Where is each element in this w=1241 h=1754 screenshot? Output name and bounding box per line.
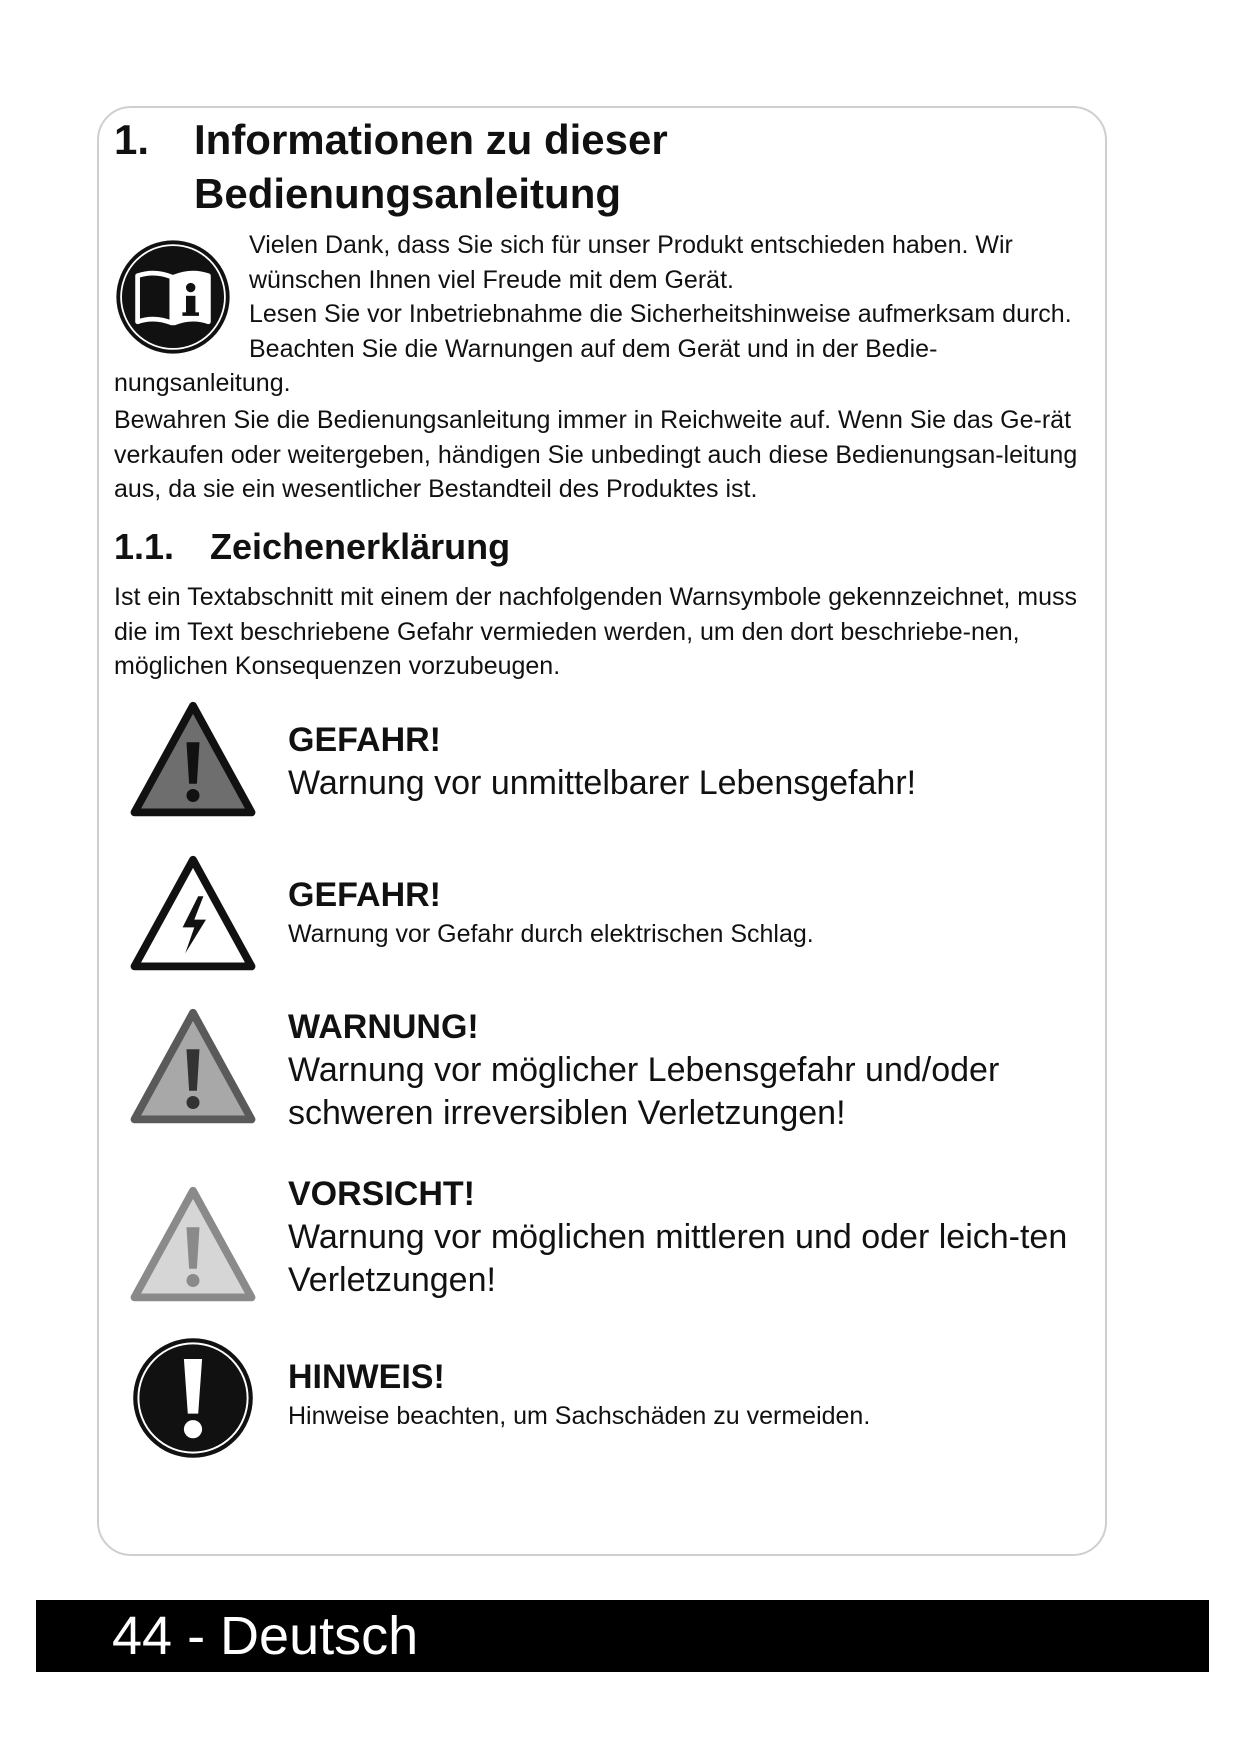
legend-entry-title: GEFAHR! <box>288 876 441 914</box>
legend-intro: Ist ein Textabschnitt mit einem der nachfolgenden Warnsymbole gekennzeichnet, muss die im Text beschriebene Gefahr vermieden werden, um den dort beschriebe-nen, möglichen Konsequenzen vorzubeugen. <box>114 583 1078 680</box>
footer-bar <box>36 1600 1209 1672</box>
page-number-label: 44 - Deutsch <box>112 1606 419 1666</box>
section-title-line1: Informationen zu dieser <box>194 116 668 163</box>
danger-triangle-icon <box>128 698 258 828</box>
intro-paragraph-1: Vielen Dank, dass Sie sich für unser Produkt entschieden haben. Wir wünschen Ihnen viel Freude mit dem Gerät. <box>249 231 1013 294</box>
intro-paragraph-2-start: Lesen Sie vor Inbetriebnahme die Sicherheitshinweise aufmerksam durch. Beachten Sie die Warnungen auf dem Gerät und in der Bedie- <box>249 300 1072 363</box>
legend-entry-description: Warnung vor Gefahr durch elektrischen Schlag. <box>288 920 814 948</box>
subsection-number: 1.1. <box>114 526 175 567</box>
legend-entry-description: Hinweise beachten, um Sachschäden zu vermeiden. <box>288 1402 871 1430</box>
warning-triangle-icon <box>128 1005 258 1135</box>
legend-entry-electric <box>288 873 1088 951</box>
legend-entry-title: GEFAHR! <box>288 721 441 759</box>
notice-circle-icon <box>128 1333 258 1463</box>
subsection-title: Zeichenerklärung <box>210 526 511 567</box>
legend-entry-description: Warnung vor möglichen mittleren und oder leich-ten Verletzungen! <box>288 1218 1068 1299</box>
legend-entry-description: Warnung vor möglicher Lebensgefahr und/oder schweren irreversiblen Verletzungen! <box>288 1051 1000 1132</box>
read-manual-icon <box>114 238 232 356</box>
legend-entry-danger <box>288 718 1088 805</box>
legend-entry-caution <box>288 1172 1088 1302</box>
legend-entry-warning <box>288 1005 1088 1135</box>
intro-paragraph-top <box>249 228 1099 366</box>
electric-shock-icon <box>128 852 258 982</box>
legend-entry-title: VORSICHT! <box>288 1175 475 1213</box>
intro-paragraph-3: Bewahren Sie die Bedienungsanleitung immer in Reichweite auf. Wenn Sie das Ge-rät verkaufen oder weitergeben, händigen Sie unbedingt auch diese Bedienungsan-leitung aus, da sie ein wesentlicher Bestandteil des Produktes ist. <box>114 406 1078 503</box>
section-heading <box>114 113 668 221</box>
legend-entry-title: HINWEIS! <box>288 1358 445 1396</box>
legend-entry-notice <box>288 1355 1088 1433</box>
subsection-heading <box>114 524 510 570</box>
intro-paragraph-2-end: nungsanleitung. <box>114 369 291 397</box>
section-title-line2: Bedienungsanleitung <box>194 170 622 217</box>
legend-entry-title: WARNUNG! <box>288 1008 479 1046</box>
legend-entry-description: Warnung vor unmittelbarer Lebensgefahr! <box>288 764 917 802</box>
section-number: 1. <box>114 116 150 163</box>
caution-triangle-icon <box>128 1183 258 1313</box>
